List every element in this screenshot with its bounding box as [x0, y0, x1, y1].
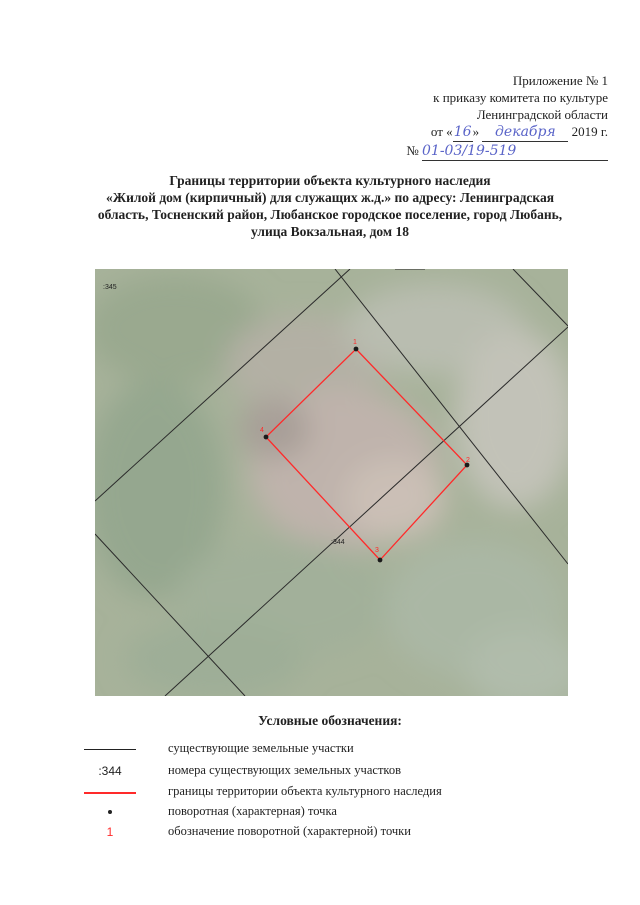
legend-item — [80, 763, 600, 779]
legend-item — [80, 741, 600, 757]
parcel-number: :344 — [331, 539, 345, 546]
order-date: от «16» декабря 2019 г. — [430, 124, 608, 140]
date-month: декабря — [482, 124, 568, 142]
legend-item — [80, 804, 600, 820]
attachment-header — [408, 72, 608, 161]
legend-text: номера существующих земельных участков — [168, 763, 401, 777]
order-number: № 01-03/19-519 — [406, 142, 608, 161]
aerial-texture — [95, 274, 568, 696]
point-label: 3 — [375, 547, 379, 554]
point-label: 4 — [260, 427, 264, 434]
attachment-number: Приложение № 1 — [512, 73, 608, 88]
legend-item — [80, 784, 600, 800]
order-number-value: 01-03/19-519 — [422, 143, 608, 161]
legend-text: обозначение поворотной (характерной) точки — [168, 824, 411, 838]
point-label-symbol: 1 — [106, 825, 114, 839]
date-year: 2019 г. — [571, 124, 608, 139]
site-plan-map — [95, 269, 568, 696]
turning-point — [378, 558, 383, 563]
document-title: Границы территории объекта культурного наследия «Жилой дом (кирпичный) для служащих ж.д.» по адресу: Ленинградская область, Тосненский район, Любанское городское поселение, город Любань, улица Вокзальная, дом 18 — [97, 173, 563, 239]
boundary-line-symbol — [80, 784, 140, 800]
date-day: 16 — [453, 124, 472, 140]
point-label: 1 — [353, 339, 357, 346]
parcel-line-symbol — [80, 741, 140, 757]
region-name: Ленинградской области — [476, 107, 608, 122]
map-svg — [95, 269, 568, 696]
turning-point — [264, 435, 269, 440]
legend-text: поворотная (характерная) точка — [168, 804, 337, 818]
order-reference: к приказу комитета по культуре — [433, 90, 608, 105]
legend-item — [80, 824, 600, 840]
turning-point — [354, 347, 359, 352]
legend-text: границы территории объекта культурного наследия — [168, 784, 442, 798]
legend-text: существующие земельные участки — [168, 741, 354, 755]
legend-title: Условные обозначения: — [258, 713, 402, 728]
parcel-number: :345 — [103, 284, 117, 291]
parcel-number-symbol: :344 — [98, 764, 122, 778]
point-label: 2 — [466, 457, 470, 464]
turning-point-symbol — [80, 804, 140, 820]
